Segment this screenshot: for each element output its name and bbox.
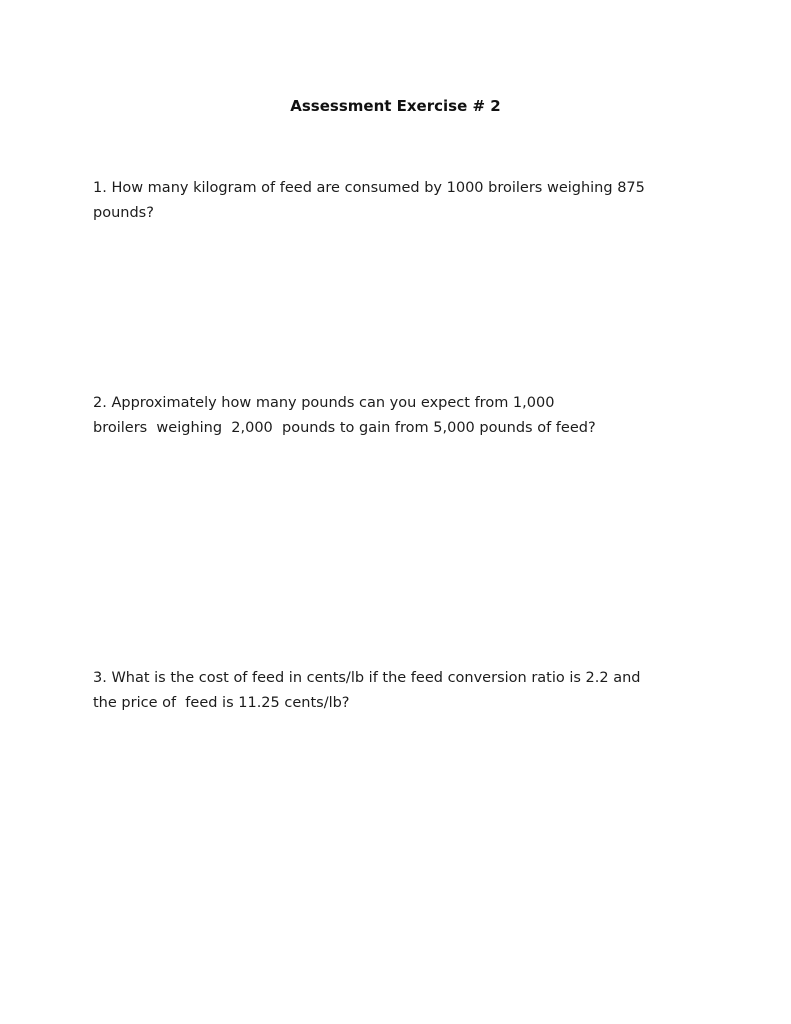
question-1-line-1: 1. How many kilogram of feed are consumed by 1000 broilers weighing 875 bbox=[93, 180, 645, 196]
question-2 bbox=[93, 391, 693, 441]
page-title: Assessment Exercise # 2 bbox=[290, 97, 501, 115]
question-3-line-2: the price of feed is 11.25 cents/lb? bbox=[93, 695, 350, 711]
question-3-line-1: 3. What is the cost of feed in cents/lb if the feed conversion ratio is 2.2 and bbox=[93, 670, 641, 686]
question-2-line-1: 2. Approximately how many pounds can you expect from 1,000 bbox=[93, 395, 555, 411]
question-2-line-2: broilers weighing 2,000 pounds to gain from 5,000 pounds of feed? bbox=[93, 420, 596, 436]
question-1 bbox=[93, 176, 693, 226]
question-3 bbox=[93, 666, 693, 716]
question-1-line-2: pounds? bbox=[93, 205, 154, 221]
